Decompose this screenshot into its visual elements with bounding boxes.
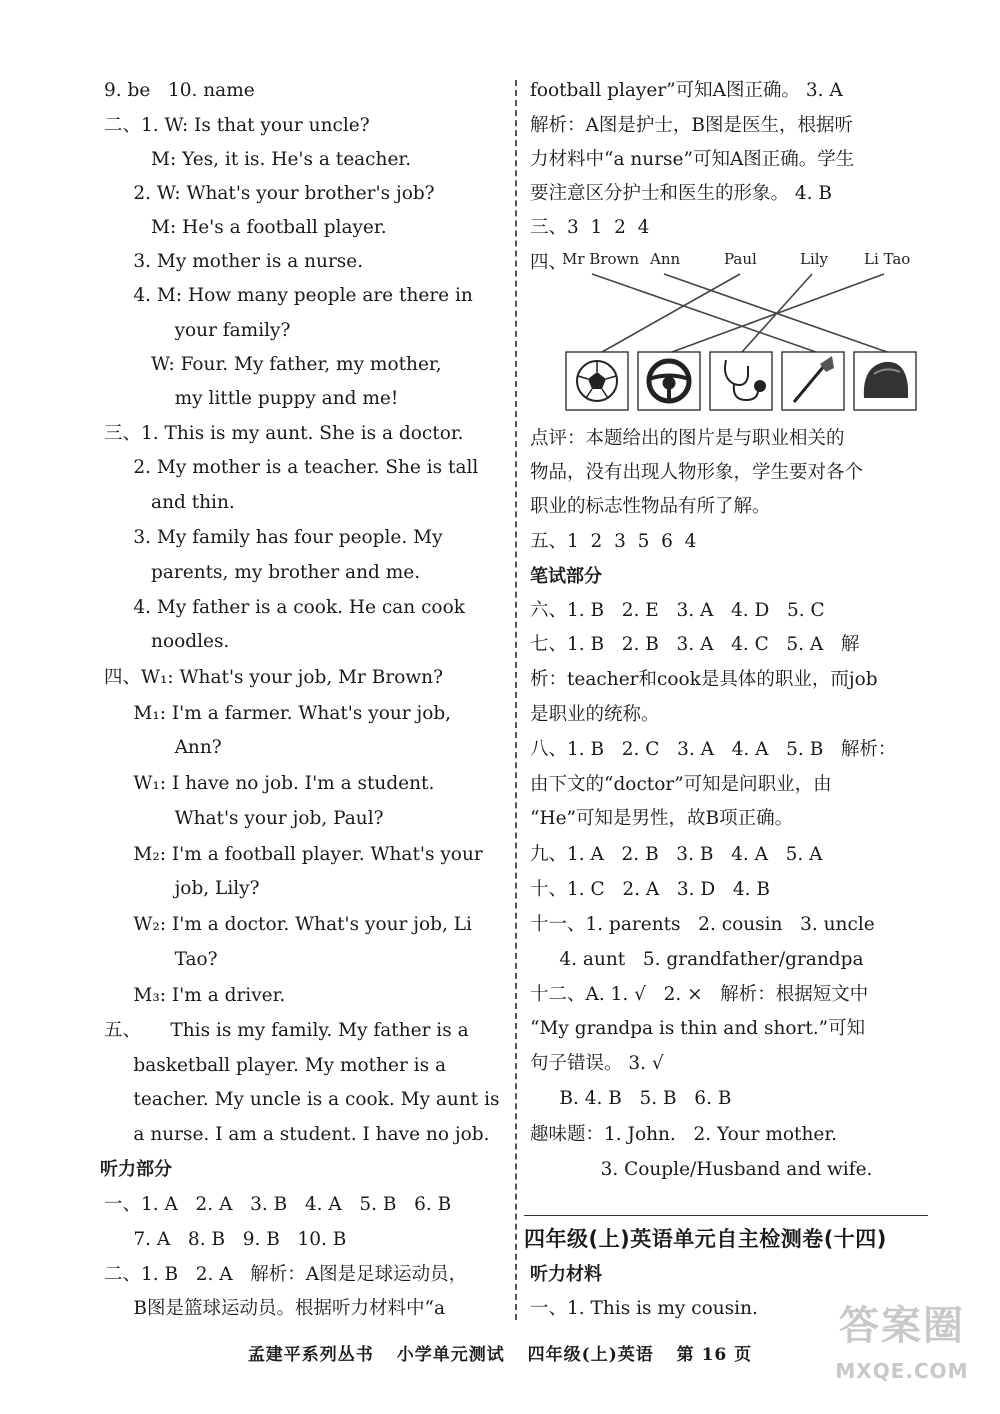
- answer-line: 解析：A图是护士，B图是医生，根据听: [530, 115, 853, 136]
- answer-line: 点评：本题给出的图片是与职业相关的: [530, 428, 845, 449]
- footer-subject: 四年级(上)英语: [527, 1345, 654, 1365]
- answer-line: parents, my brother and me.: [104, 562, 421, 583]
- section-rule: [524, 1215, 928, 1216]
- answer-line: job, Lily?: [104, 878, 260, 899]
- answer-line: 一、1. A 2. A 3. B 4. A 5. B 6. B: [104, 1194, 452, 1215]
- answer-line: 四、W₁: What's your job, Mr Brown?: [104, 667, 444, 688]
- answer-line: W₂: I'm a doctor. What's your job, Li: [104, 914, 472, 935]
- answer-line: M₂: I'm a football player. What's your: [104, 844, 483, 865]
- answer-line: M₃: I'm a driver.: [104, 985, 286, 1006]
- answer-line: B. 4. B 5. B 6. B: [530, 1088, 732, 1109]
- name-label: Mr Brown: [562, 250, 640, 268]
- answer-line: 三、1. This is my aunt. She is a doctor.: [104, 423, 464, 444]
- steering-wheel-icon: [649, 361, 689, 401]
- answer-line: 六、1. B 2. E 3. A 4. D 5. C: [530, 600, 825, 621]
- answer-line: 要注意区分护士和医生的形象。 4. B: [530, 183, 833, 204]
- answer-line: noodles.: [104, 631, 230, 652]
- answer-line: 四、: [530, 252, 568, 273]
- answer-line: 十、1. C 2. A 3. D 4. B: [530, 879, 770, 900]
- answer-line: your family?: [104, 320, 291, 341]
- answer-line: and thin.: [104, 492, 235, 513]
- name-label: Li Tao: [864, 250, 911, 268]
- stethoscope-icon: [725, 360, 765, 400]
- helmet-icon: [864, 362, 908, 398]
- answer-line: 3. My family has four people. My: [104, 527, 443, 548]
- answer-line: “He”可知是男性，故B项正确。: [530, 808, 794, 829]
- answer-line: 7. A 8. B 9. B 10. B: [104, 1229, 347, 1250]
- answer-line: B图是篮球运动员。根据听力材料中“a: [104, 1298, 445, 1319]
- answer-line: basketball player. My mother is a: [104, 1055, 447, 1076]
- answer-line: 五、 This is my family. My father is a: [104, 1020, 469, 1041]
- answer-line: 4. My father is a cook. He can cook: [104, 597, 465, 618]
- watermark-url: MXQE.COM: [835, 1359, 969, 1383]
- answer-line: 十一、1. parents 2. cousin 3. uncle: [530, 914, 875, 935]
- answer-line: 9. be 10. name: [104, 80, 255, 101]
- answer-line: 4. aunt 5. grandfather/grandpa: [530, 949, 864, 970]
- football-icon: [577, 361, 617, 401]
- section-title: 四年级(上)英语单元自主检测卷(十四): [524, 1227, 887, 1251]
- answer-line: 是职业的统称。: [530, 704, 660, 725]
- watermark-logo: [812, 1296, 992, 1406]
- answer-line: M: He's a football player.: [104, 217, 387, 238]
- section-heading: 笔试部分: [530, 566, 602, 587]
- answer-line: my little puppy and me!: [104, 388, 399, 409]
- answer-line: 力材料中“a nurse”可知A图正确。学生: [530, 149, 855, 170]
- answer-line: 五、1 2 3 5 6 4: [530, 531, 697, 552]
- footer-series: 孟建平系列丛书: [247, 1345, 374, 1365]
- answer-line: Ann?: [104, 737, 222, 758]
- answer-line: 八、1. B 2. C 3. A 4. A 5. B 解析：: [530, 739, 897, 760]
- answer-line: teacher. My uncle is a cook. My aunt is: [104, 1089, 500, 1110]
- name-label: Ann: [650, 250, 681, 268]
- match-line: [602, 274, 740, 352]
- answer-line: 七、1. B 2. B 3. A 4. C 5. A 解: [530, 634, 860, 655]
- section-heading: 听力部分: [100, 1159, 172, 1180]
- answer-line: M₁: I'm a farmer. What's your job,: [104, 703, 452, 724]
- answer-line: W: Four. My father, my mother,: [104, 354, 442, 375]
- answer-line: a nurse. I am a student. I have no job.: [104, 1124, 490, 1145]
- answer-line: 九、1. A 2. B 3. B 4. A 5. A: [530, 844, 823, 865]
- name-label: Lily: [800, 250, 829, 268]
- answer-line: M: Yes, it is. He's a teacher.: [104, 149, 412, 170]
- section-heading: 听力材料: [530, 1264, 602, 1285]
- answer-line: 4. M: How many people are there in: [104, 285, 473, 306]
- answer-line: 物品，没有出现人物形象，学生要对各个: [530, 462, 864, 483]
- answer-line: 3. My mother is a nurse.: [104, 251, 364, 272]
- answer-line: 2. W: What's your brother's job?: [104, 183, 435, 204]
- column-divider: [515, 80, 517, 1320]
- answer-line: What's your job, Paul?: [104, 808, 384, 829]
- spatula-icon: [794, 356, 834, 402]
- answer-line: 三、3 1 2 4: [530, 217, 650, 238]
- matching-diagram: [562, 248, 922, 418]
- name-label: Paul: [724, 250, 757, 268]
- answer-line: 2. My mother is a teacher. She is tall: [104, 457, 479, 478]
- answer-line: 职业的标志性物品有所了解。: [530, 496, 771, 517]
- watermark-text: 答案圈: [839, 1303, 965, 1349]
- answer-line: “My grandpa is thin and short.”可知: [530, 1018, 866, 1039]
- answer-line: 十二、A. 1. √ 2. × 解析：根据短文中: [530, 984, 869, 1005]
- answer-line: 一、1. This is my cousin.: [530, 1298, 758, 1319]
- answer-line: 二、1. B 2. A 解析：A图是足球运动员，: [104, 1264, 468, 1285]
- answer-line: 由下文的“doctor”可知是问职业，由: [530, 774, 832, 795]
- answer-line: Tao?: [104, 949, 218, 970]
- answer-line: 二、1. W: Is that your uncle?: [104, 115, 370, 136]
- answer-line: 趣味题：1. John. 2. Your mother.: [530, 1124, 838, 1145]
- answer-line: 3. Couple/Husband and wife.: [530, 1159, 873, 1180]
- answer-line: 句子错误。 3. √: [530, 1053, 664, 1074]
- answer-line: W₁: I have no job. I'm a student.: [104, 773, 435, 794]
- footer-page-number: 第 16 页: [676, 1345, 753, 1365]
- answer-line: football player”可知A图正确。 3. A: [530, 80, 843, 101]
- answer-line: 析：teacher和cook是具体的职业，而job: [530, 669, 878, 690]
- footer-book: 小学单元测试: [396, 1345, 505, 1365]
